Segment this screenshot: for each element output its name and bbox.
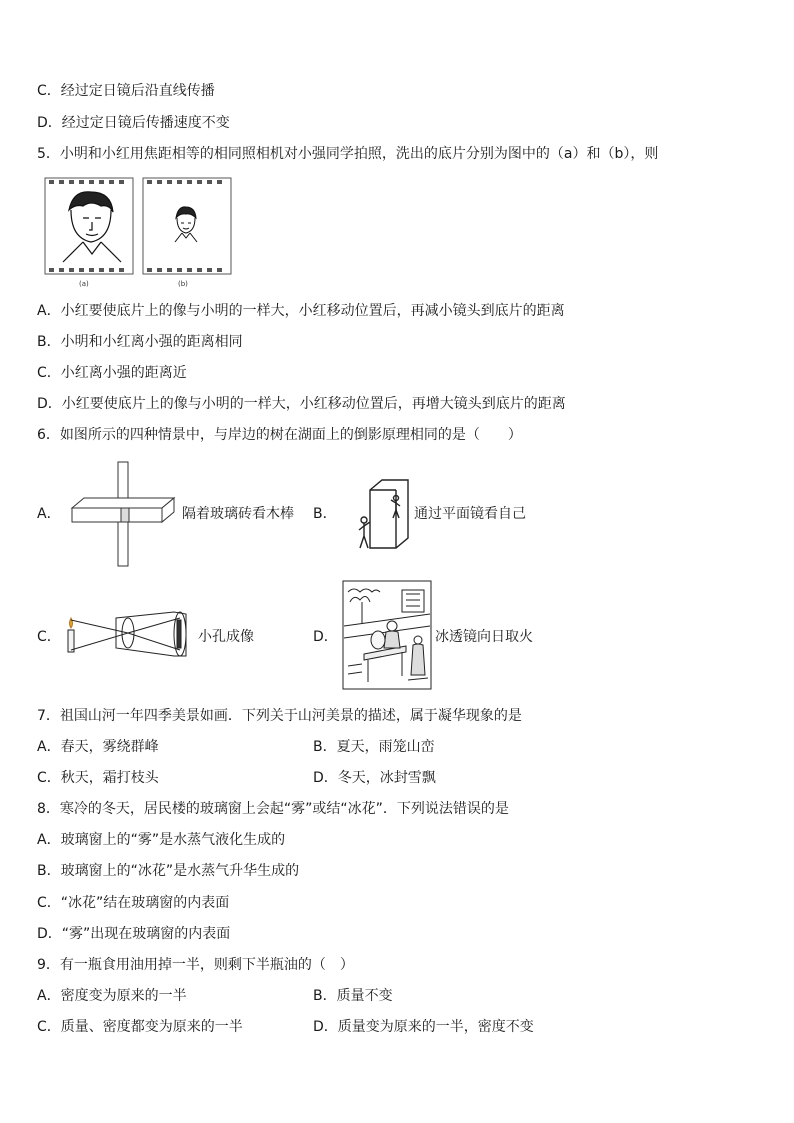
q9-stem: 9．有一瓶食用油用掉一半，则剩下半瓶油的（ ） xyxy=(37,957,354,973)
q5-stem: 5．小明和小红用焦距相等的相同照相机对小强同学拍照，洗出的底片分别为图中的（a）和（b），则 xyxy=(37,146,659,162)
q6-option-c-letter: C． xyxy=(37,629,61,645)
q6-option-d-caption: 冰透镜向日取火 xyxy=(435,629,533,645)
q8-option-d: D．“雾”出现在玻璃窗的内表面 xyxy=(37,926,231,942)
q6-option-d-letter: D． xyxy=(313,629,338,645)
q6-option-c-caption: 小孔成像 xyxy=(198,629,254,645)
q6-stem: 6．如图所示的四种情景中，与岸边的树在湖面上的倒影原理相同的是（ ） xyxy=(37,427,522,443)
plane-mirror-figure xyxy=(352,476,412,552)
q6-option-b-letter: B． xyxy=(313,506,337,522)
q4-option-c: C．经过定日镜后沿直线传播 xyxy=(37,83,215,99)
pinhole-camera-figure xyxy=(64,606,194,662)
q7-option-c: C．秋天，霜打枝头 xyxy=(37,770,159,786)
q8-option-c: C．“冰花”结在玻璃窗的内表面 xyxy=(37,895,230,911)
q5-option-d: D．小红要使底片上的像与小明的一样大，小红移动位置后，再增大镜头到底片的距离 xyxy=(37,396,566,412)
q5-option-c: C．小红离小强的距离近 xyxy=(37,365,187,381)
q6-option-b-caption: 通过平面镜看自己 xyxy=(414,506,526,522)
ice-lens-illustration xyxy=(342,580,432,690)
q5-film-figure xyxy=(43,176,235,288)
q4-option-d: D．经过定日镜后传播速度不变 xyxy=(37,115,230,131)
figure-a-caption: (a) xyxy=(79,280,89,288)
q8-option-b: B．玻璃窗上的“冰花”是水蒸气升华生成的 xyxy=(37,863,300,879)
figure-b-caption: (b) xyxy=(178,280,188,288)
q7-option-a: A．春天，雾绕群峰 xyxy=(37,739,159,755)
q9-option-c: C．质量、密度都变为原来的一半 xyxy=(37,1019,243,1035)
q9-option-d: D．质量变为原来的一半，密度不变 xyxy=(313,1019,534,1035)
glass-brick-figure xyxy=(70,460,176,570)
q7-stem: 7．祖国山河一年四季美景如画．下列关于山河美景的描述，属于凝华现象的是 xyxy=(37,708,522,724)
q6-option-a-caption: 隔着玻璃砖看木棒 xyxy=(182,506,294,522)
q8-option-a: A．玻璃窗上的“雾”是水蒸气液化生成的 xyxy=(37,832,286,848)
q7-option-b: B．夏天，雨笼山峦 xyxy=(313,739,435,755)
q9-option-b: B．质量不变 xyxy=(313,988,393,1004)
q9-option-a: A．密度变为原来的一半 xyxy=(37,988,187,1004)
q7-option-d: D．冬天，冰封雪飘 xyxy=(313,770,436,786)
q8-stem: 8．寒冷的冬天，居民楼的玻璃窗上会起“雾”或结“冰花”．下列说法错误的是 xyxy=(37,801,509,817)
q5-option-a: A．小红要使底片上的像与小明的一样大，小红移动位置后，再减小镜头到底片的距离 xyxy=(37,303,565,319)
q5-option-b: B．小明和小红离小强的距离相同 xyxy=(37,334,243,350)
q6-option-a-letter: A． xyxy=(37,506,61,522)
